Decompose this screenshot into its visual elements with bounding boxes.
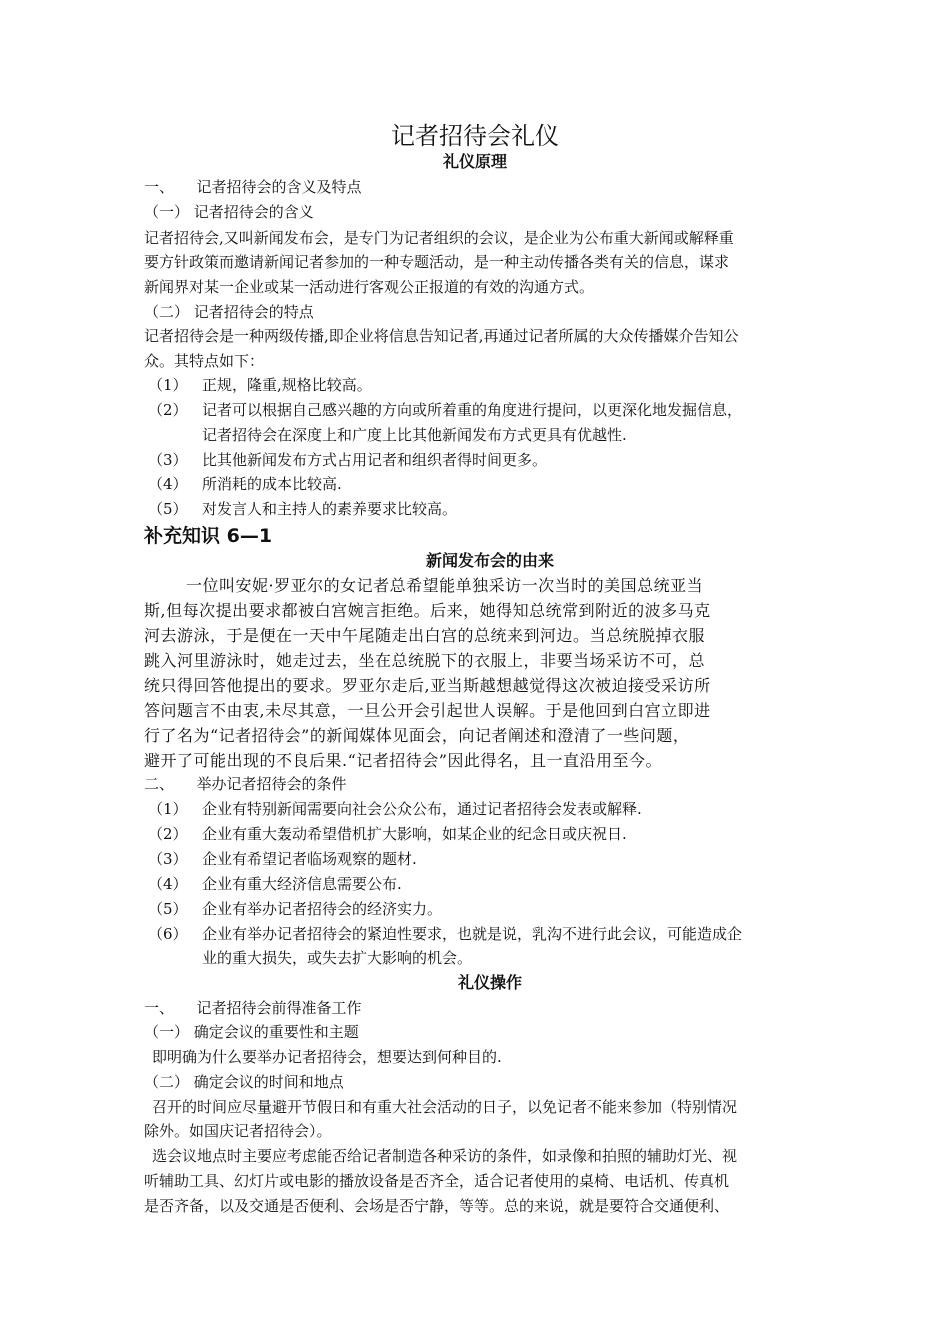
paragraph-line: 记者招待会,又叫新闻发布会，是专门为记者组织的会议，是企业为公布重大新闻或解释重 bbox=[144, 229, 734, 247]
list-item-text: 记者招待会在深度上和广度上比其他新闻发布方式更具有优越性. bbox=[202, 426, 627, 444]
list-item-text: 业的重大损失，或失去扩大影响的机会。 bbox=[202, 949, 473, 967]
heading-3: 一、 记者招待会前得准备工作 bbox=[144, 999, 362, 1017]
list-number: （4） bbox=[148, 875, 188, 893]
list-item-text: 比其他新闻发布方式占用记者和组织者得时间更多。 bbox=[202, 451, 548, 469]
list-item-text: 企业有特别新闻需要向社会公众公布，通过记者招待会发表或解释. bbox=[202, 800, 642, 818]
list-item-text: 对发言人和主持人的素养要求比较高。 bbox=[202, 500, 458, 518]
list-number: （4） bbox=[148, 475, 188, 493]
story-title: 新闻发布会的由来 bbox=[425, 551, 554, 570]
list-number: （1） bbox=[148, 376, 188, 394]
story-line: 跳入河里游泳时，她走过去，坐在总统脱下的衣服上，非要当场采访不可，总 bbox=[144, 651, 706, 670]
list-number: （3） bbox=[148, 850, 188, 868]
paragraph-line: 选会议地点时主要应考虑能否给记者制造各种采访的条件，如录像和拍照的辅助灯光、视 bbox=[152, 1147, 738, 1165]
paragraph-line: 是否齐备，以及交通是否便利、会场是否宁静，等等。总的来说，就是要符合交通便利、 bbox=[144, 1197, 730, 1215]
list-number: （3） bbox=[148, 451, 188, 469]
subheading-3-2: （二） 确定会议的时间和地点 bbox=[144, 1073, 344, 1091]
paragraph-line: 要方针政策而邀请新闻记者参加的一种专题活动，是一种主动传播各类有关的信息，谋求 bbox=[144, 253, 730, 271]
subheading-1-2: （二） 记者招待会的特点 bbox=[144, 303, 314, 321]
list-item-text: 记者可以根据自己感兴趣的方向或所着重的角度进行提问，以更深化地发掘信息， bbox=[202, 401, 743, 419]
story-line: 一位叫安妮·罗亚尔的女记者总希望能单独采访一次当时的美国总统亚当 bbox=[186, 576, 704, 595]
list-item-text: 企业有举办记者招待会的紧迫性要求，也就是说，乳沟不进行此会议，可能造成企 bbox=[202, 925, 743, 943]
story-line: 河去游泳，于是便在一天中午尾随走出白宫的总统来到河边。当总统脱掉衣服 bbox=[144, 626, 706, 645]
paragraph-line: 召开的时间应尽量避开节假日和有重大社会活动的日子，以免记者不能来参加（特别情况 bbox=[152, 1098, 738, 1116]
heading-1: 一、 记者招待会的含义及特点 bbox=[144, 178, 362, 196]
section-heading-operations: 礼仪操作 bbox=[457, 973, 522, 992]
paragraph-line: 除外。如国庆记者招待会）。 bbox=[144, 1122, 332, 1140]
list-item-text: 企业有举办记者招待会的经济实力。 bbox=[202, 900, 443, 918]
paragraph-line: 即明确为什么要举办记者招待会，想要达到何种目的. bbox=[152, 1048, 502, 1066]
paragraph-line: 众。其特点如下： bbox=[144, 352, 265, 370]
paragraph-line: 新闻界对某一企业或某一活动进行客观公正报道的有效的沟通方式。 bbox=[144, 278, 595, 296]
list-item-text: 所消耗的成本比较高. bbox=[202, 475, 342, 493]
list-number: （6） bbox=[148, 925, 188, 943]
story-line: 斯,但每次提出要求都被白宫婉言拒绝。后来，她得知总统常到附近的波多马克 bbox=[144, 601, 711, 620]
list-number: （5） bbox=[148, 900, 188, 918]
paragraph-line: 记者招待会是一种两级传播,即企业将信息告知记者,再通过记者所属的大众传播媒介告知公 bbox=[144, 327, 739, 345]
paragraph-line: 听辅助工具、幻灯片或电影的播放设备是否齐全，适合记者使用的桌椅、电话机、传真机 bbox=[144, 1172, 730, 1190]
document-title: 记者招待会礼仪 bbox=[391, 122, 559, 150]
list-item-text: 正规，隆重,规格比较高。 bbox=[202, 376, 372, 394]
story-line: 答问题言不由衷,未尽其意，一旦公开会引起世人误解。于是他回到白宫立即进 bbox=[144, 701, 711, 720]
subheading-1-1: （一） 记者招待会的含义 bbox=[144, 203, 314, 221]
story-line: 统只得回答他提出的要求。罗亚尔走后,亚当斯越想越觉得这次被迫接受采访所 bbox=[144, 676, 711, 695]
list-item-text: 企业有重大轰动希望借机扩大影响，如某企业的纪念日或庆祝日. bbox=[202, 825, 627, 843]
list-number: （2） bbox=[148, 825, 188, 843]
list-number: （2） bbox=[148, 401, 188, 419]
subheading-3-1: （一） 确定会议的重要性和主题 bbox=[144, 1023, 359, 1041]
list-item-text: 企业有希望记者临场观察的题材. bbox=[202, 850, 417, 868]
list-item-text: 企业有重大经济信息需要公布. bbox=[202, 875, 402, 893]
story-line: 行了名为“记者招待会”的新闻媒体见面会，向记者阐述和澄清了一些问题， bbox=[144, 726, 690, 745]
section-heading-principles: 礼仪原理 bbox=[442, 152, 507, 171]
heading-2: 二、 举办记者招待会的条件 bbox=[144, 775, 347, 793]
supplement-heading: 补充知识 6—1 bbox=[144, 525, 273, 547]
story-line: 避开了可能出现的不良后果.“记者招待会”因此得名，且一直沿用至今。 bbox=[144, 751, 662, 770]
list-number: （5） bbox=[148, 500, 188, 518]
list-number: （1） bbox=[148, 800, 188, 818]
